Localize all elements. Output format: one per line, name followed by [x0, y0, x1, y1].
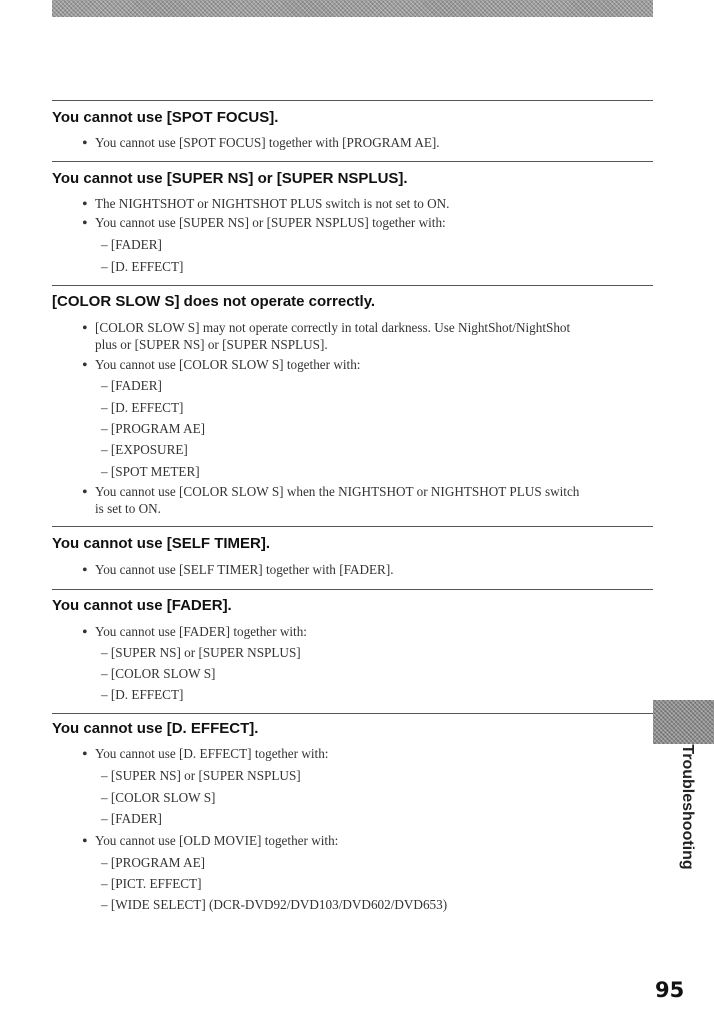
- bullet-marker: •: [82, 196, 88, 213]
- bullet-marker: •: [82, 135, 88, 152]
- side-tab-label: Troubleshooting: [679, 744, 696, 870]
- body-line: You cannot use [COLOR SLOW S] together with:: [95, 357, 361, 372]
- page-number: 95: [655, 978, 685, 1002]
- section-heading: You cannot use [SPOT FOCUS].: [52, 109, 279, 126]
- bullet-marker: •: [82, 746, 88, 763]
- bullet-marker: •: [82, 357, 88, 374]
- section-divider: [52, 100, 653, 101]
- sub-item: – [PROGRAM AE]: [101, 855, 206, 870]
- bullet-marker: •: [82, 624, 88, 641]
- section-divider: [52, 526, 653, 527]
- section-heading: You cannot use [D. EFFECT].: [52, 720, 259, 737]
- body-line: You cannot use [SUPER NS] or [SUPER NSPLUS] together with:: [95, 215, 446, 230]
- section-divider: [52, 285, 653, 286]
- section-heading: [COLOR SLOW S] does not operate correctly.: [52, 293, 376, 310]
- sub-item: – [SPOT METER]: [101, 464, 200, 479]
- section-divider: [52, 589, 653, 590]
- side-tab-pattern: [653, 700, 714, 744]
- body-line: You cannot use [FADER] together with:: [95, 624, 307, 639]
- sub-item: – [PICT. EFFECT]: [101, 876, 202, 891]
- body-line: The NIGHTSHOT or NIGHTSHOT PLUS switch is not set to ON.: [95, 196, 450, 211]
- bullet-marker: •: [82, 833, 88, 850]
- section-heading: You cannot use [FADER].: [52, 597, 232, 614]
- body-line: You cannot use [D. EFFECT] together with:: [95, 746, 329, 761]
- bullet-marker: •: [82, 484, 88, 501]
- sub-item: – [FADER]: [101, 237, 162, 252]
- body-line: You cannot use [SPOT FOCUS] together with [PROGRAM AE].: [95, 135, 440, 150]
- section-divider: [52, 713, 653, 714]
- body-line: plus or [SUPER NS] or [SUPER NSPLUS].: [95, 337, 328, 352]
- body-line: You cannot use [OLD MOVIE] together with:: [95, 833, 339, 848]
- bullet-marker: •: [82, 215, 88, 232]
- section-divider: [52, 161, 653, 162]
- bullet-marker: •: [82, 562, 88, 579]
- top-pattern-bar: [52, 0, 653, 17]
- body-line: is set to ON.: [95, 501, 161, 516]
- sub-item: – [D. EFFECT]: [101, 687, 184, 702]
- body-line: [COLOR SLOW S] may not operate correctly in total darkness. Use NightShot/NightShot: [95, 320, 571, 335]
- sub-item: – [COLOR SLOW S]: [101, 666, 216, 681]
- sub-item: – [D. EFFECT]: [101, 259, 184, 274]
- body-line: You cannot use [SELF TIMER] together with [FADER].: [95, 562, 394, 577]
- section-heading: You cannot use [SUPER NS] or [SUPER NSPLUS].: [52, 170, 408, 187]
- sub-item: – [SUPER NS] or [SUPER NSPLUS]: [101, 768, 301, 783]
- body-line: You cannot use [COLOR SLOW S] when the NIGHTSHOT or NIGHTSHOT PLUS switch: [95, 484, 580, 499]
- sub-item: – [WIDE SELECT] (DCR-DVD92/DVD103/DVD602/DVD653): [101, 897, 448, 912]
- section-heading: You cannot use [SELF TIMER].: [52, 535, 271, 552]
- sub-item: – [EXPOSURE]: [101, 442, 188, 457]
- bullet-marker: •: [82, 320, 88, 337]
- sub-item: – [FADER]: [101, 378, 162, 393]
- sub-item: – [PROGRAM AE]: [101, 421, 206, 436]
- sub-item: – [D. EFFECT]: [101, 400, 184, 415]
- sub-item: – [FADER]: [101, 811, 162, 826]
- sub-item: – [COLOR SLOW S]: [101, 790, 216, 805]
- sub-item: – [SUPER NS] or [SUPER NSPLUS]: [101, 645, 301, 660]
